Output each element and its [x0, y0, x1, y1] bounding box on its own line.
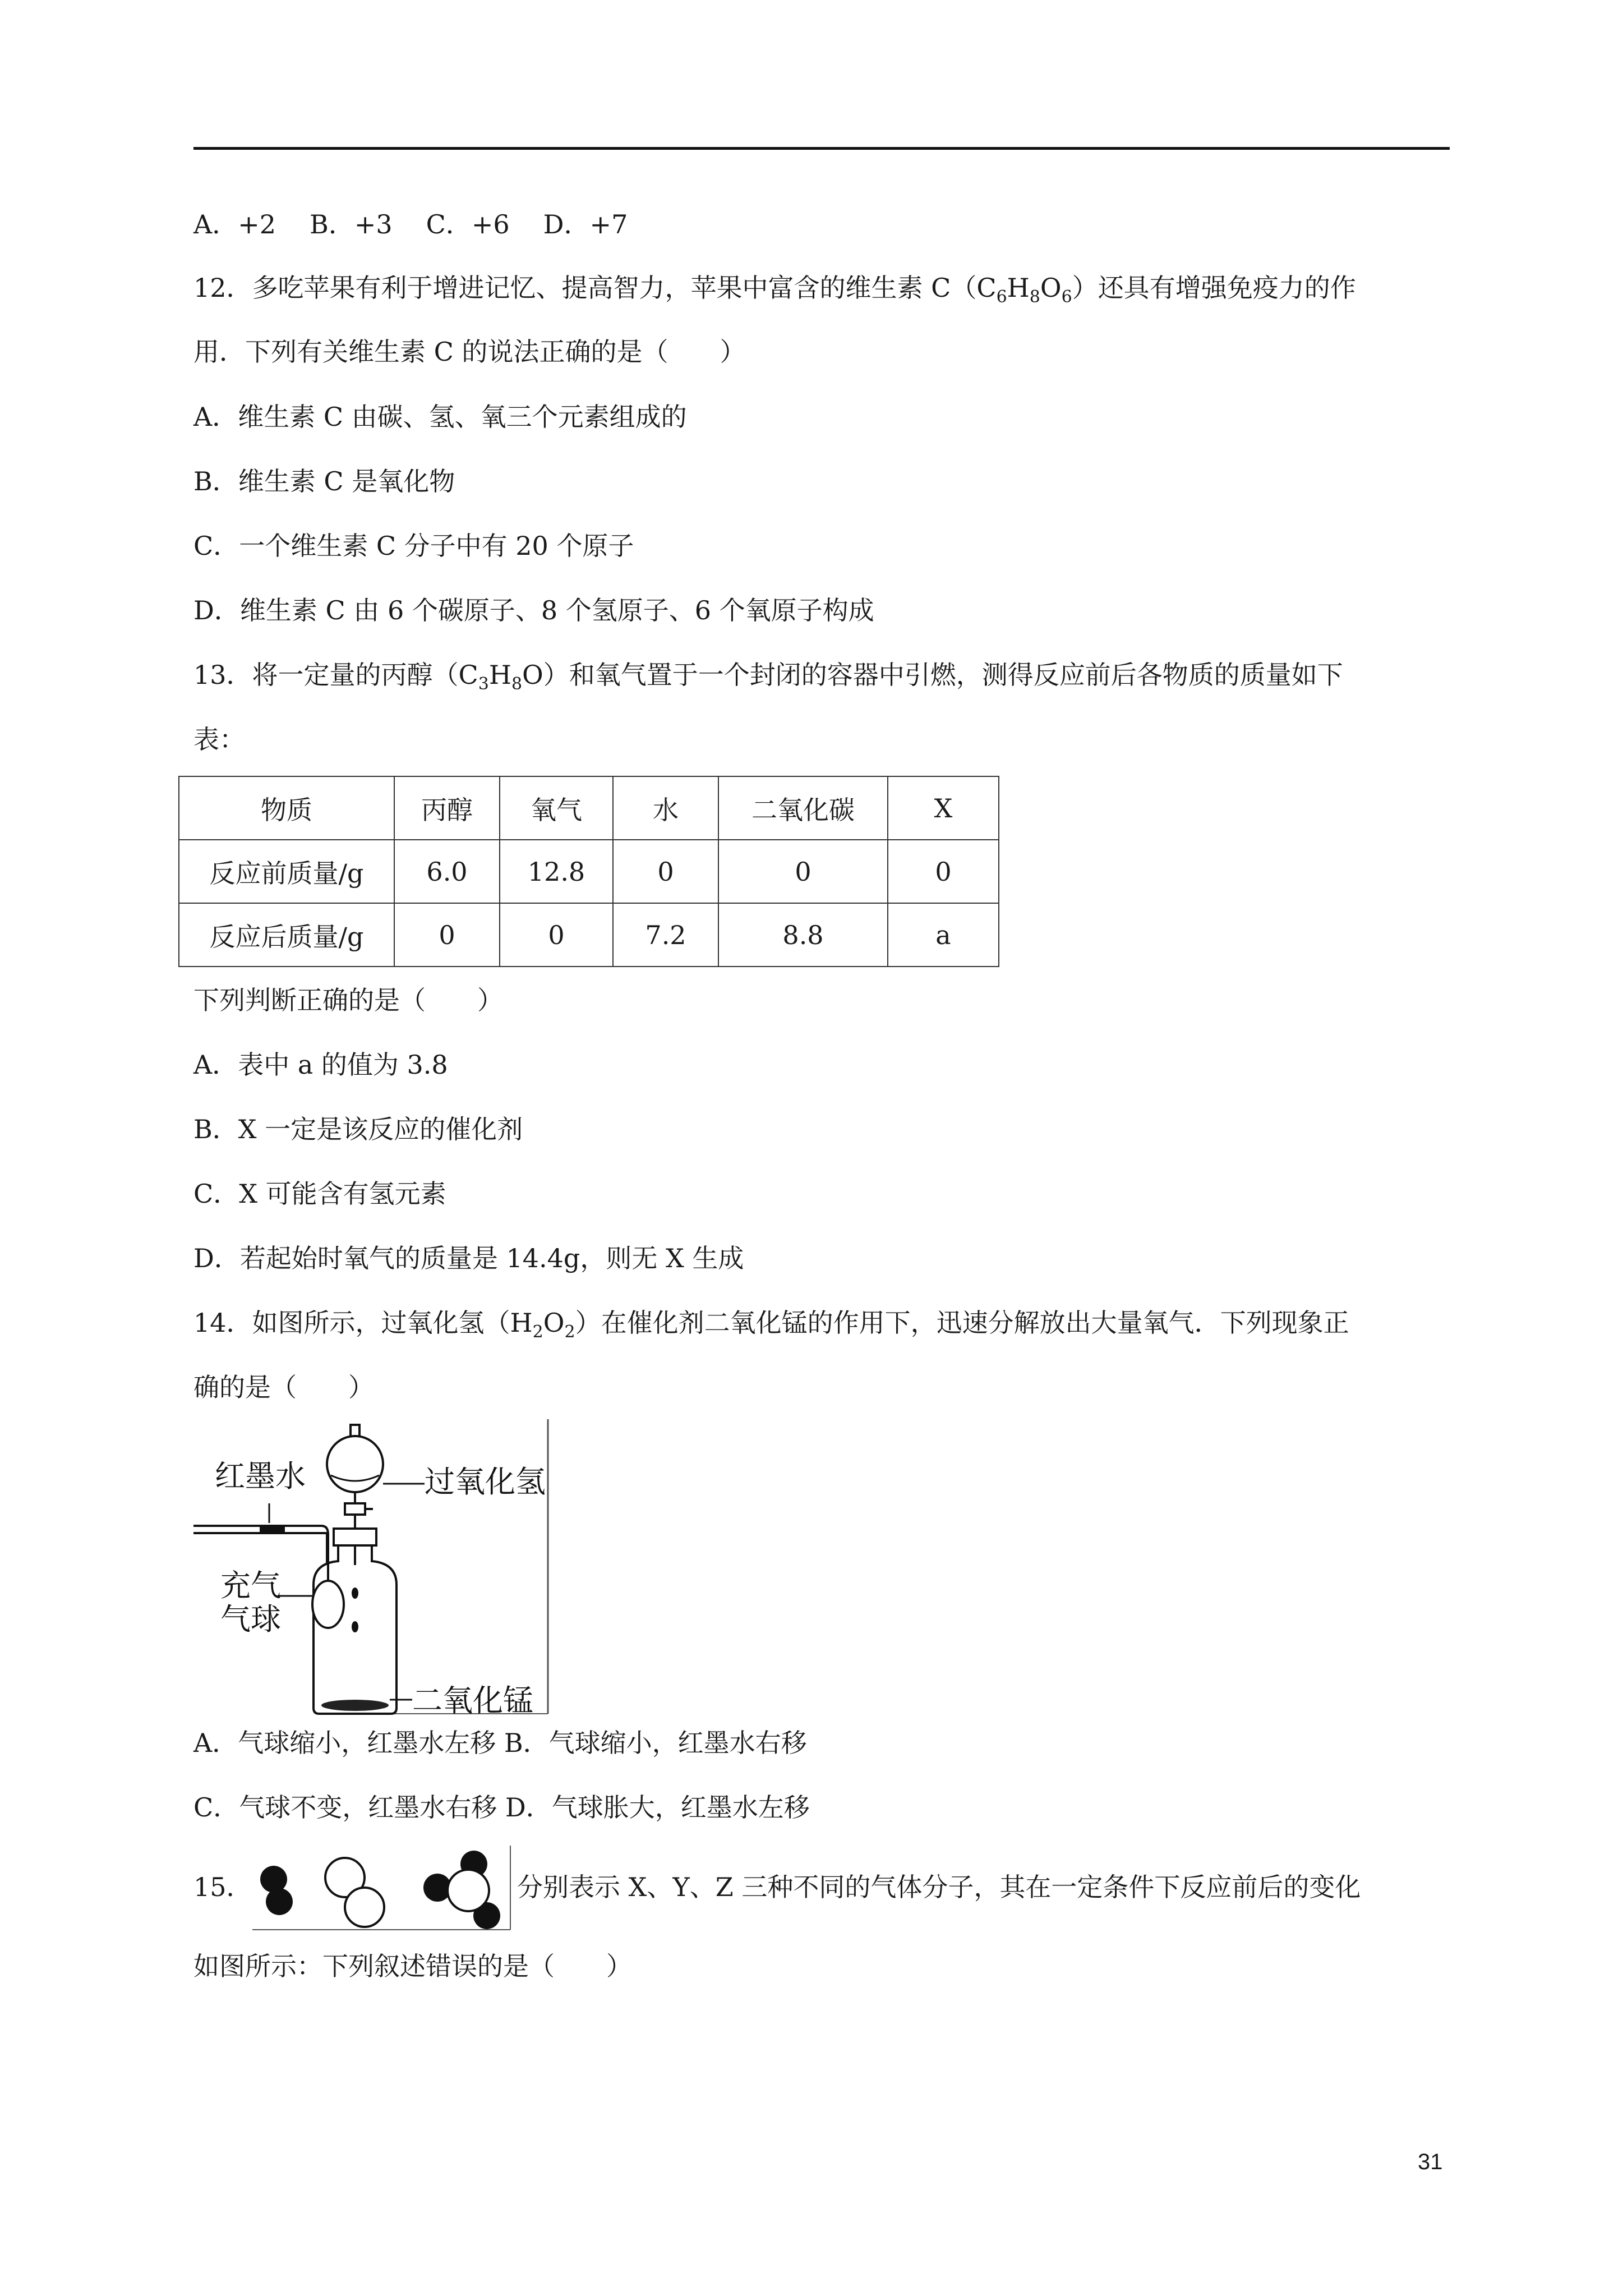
- ink-label: 红墨水: [215, 1460, 306, 1493]
- q15-stem-line2: 如图所示：下列叙述错误的是（ ）: [193, 1951, 632, 1981]
- q12-option-c: C．一个维生素 C 分子中有 20 个原子: [193, 531, 634, 561]
- balloon-label-1: 充气: [220, 1569, 281, 1603]
- table-cell: 12.8: [500, 840, 613, 903]
- table-cell: 0: [500, 903, 613, 967]
- table-row: [179, 903, 999, 967]
- page-number: 31: [1418, 2150, 1443, 2174]
- q14-options-line1: A．气球缩小，红墨水左移 B．气球缩小，红墨水右移: [193, 1728, 807, 1758]
- manganese-dioxide: [321, 1700, 389, 1711]
- q15-stem-line1: 分别表示 X、Y、Z 三种不同的气体分子，其在一定条件下反应前后的变化: [517, 1872, 1361, 1902]
- table-cell: a: [888, 903, 999, 967]
- table-cell: 反应后质量/g: [179, 903, 394, 967]
- q13-stem-line2: 表：: [193, 724, 245, 754]
- q15-number: 15．: [193, 1872, 252, 1902]
- q14-stem-line2: 确的是（ ）: [193, 1372, 374, 1402]
- peroxide-label: 过氧化氢: [425, 1465, 546, 1499]
- q13-option-c: C．X 可能含有氢元素: [193, 1179, 446, 1209]
- table-header-cell: 物质: [179, 776, 394, 840]
- molecule-y: [325, 1858, 384, 1927]
- table-header-cell: 氧气: [500, 776, 613, 840]
- q11-option-b: B．+3: [310, 209, 393, 240]
- q13-option-d: D．若起始时氧气的质量是 14.4g，则无 X 生成: [193, 1243, 744, 1273]
- table-cell: 7.2: [613, 903, 718, 967]
- mno2-label: 二氧化锰: [412, 1684, 533, 1718]
- table-cell: 0: [394, 903, 500, 967]
- red-ink-drop: [260, 1525, 285, 1534]
- q12-stem-line1: 12．多吃苹果有利于增进记忆、提高智力，苹果中富含的维生素 $C(C_6H_8O_6)$还具有增强免疫力的作: [193, 273, 1356, 307]
- table-header-cell: 丙醇: [394, 776, 500, 840]
- q11-option-d: D．+7: [543, 209, 628, 240]
- table-header-cell: X: [888, 776, 999, 840]
- q11-option-a: A．+2: [193, 209, 276, 240]
- mass-table: [178, 776, 999, 967]
- balloon: [312, 1565, 344, 1628]
- table-header-cell: 二氧化碳: [718, 776, 888, 840]
- q13-option-a: A．表中 a 的值为 3.8: [193, 1050, 448, 1080]
- q14-stem-line1: 14．如图所示，过氧化氢$(H_2O_2)$在催化剂二氧化锰的作用下，迅速分解放出大量氧气．下列现象正: [193, 1308, 1349, 1342]
- header-rule: [193, 147, 1450, 150]
- q11-option-c: C．+6: [426, 209, 510, 240]
- balloon-label-2: 气球: [220, 1603, 281, 1636]
- q11-options: [193, 208, 628, 241]
- q13-question: 下列判断正确的是（ ）: [193, 985, 503, 1015]
- molecule-legend: [252, 1843, 516, 1932]
- table-cell: 反应前质量/g: [179, 840, 394, 903]
- table-cell: 0: [888, 840, 999, 903]
- apparatus-diagram: [193, 1416, 552, 1719]
- table-header-row: [179, 776, 999, 840]
- q14-options-line2: C．气球不变，红墨水右移 D．气球胀大，红墨水左移: [193, 1792, 810, 1823]
- table-cell: 0: [613, 840, 718, 903]
- q13-option-b: B．X 一定是该反应的催化剂: [193, 1114, 523, 1144]
- table-cell: 6.0: [394, 840, 500, 903]
- q12-option-a: A．维生素 C 由碳、氢、氧三个元素组成的: [193, 402, 687, 432]
- q12-option-d: D．维生素 C 由 6 个碳原子、8 个氢原子、6 个氧原子构成: [193, 595, 874, 625]
- table-cell: 0: [718, 840, 888, 903]
- molecule-z: [423, 1851, 500, 1929]
- q13-stem-line1: 13．将一定量的丙醇$(C_3H_8O)$和氧气置于一个封闭的容器中引燃，测得反应前后各物质的质量如下: [193, 660, 1343, 694]
- q12-stem-line2: 用．下列有关维生素 C 的说法正确的是（ ）: [193, 337, 746, 367]
- drops: [352, 1588, 358, 1632]
- q12-option-b: B．维生素 C 是氧化物: [193, 466, 455, 496]
- molecule-x: [260, 1866, 293, 1915]
- table-header-cell: 水: [613, 776, 718, 840]
- table-cell: 8.8: [718, 903, 888, 967]
- table-row: [179, 840, 999, 903]
